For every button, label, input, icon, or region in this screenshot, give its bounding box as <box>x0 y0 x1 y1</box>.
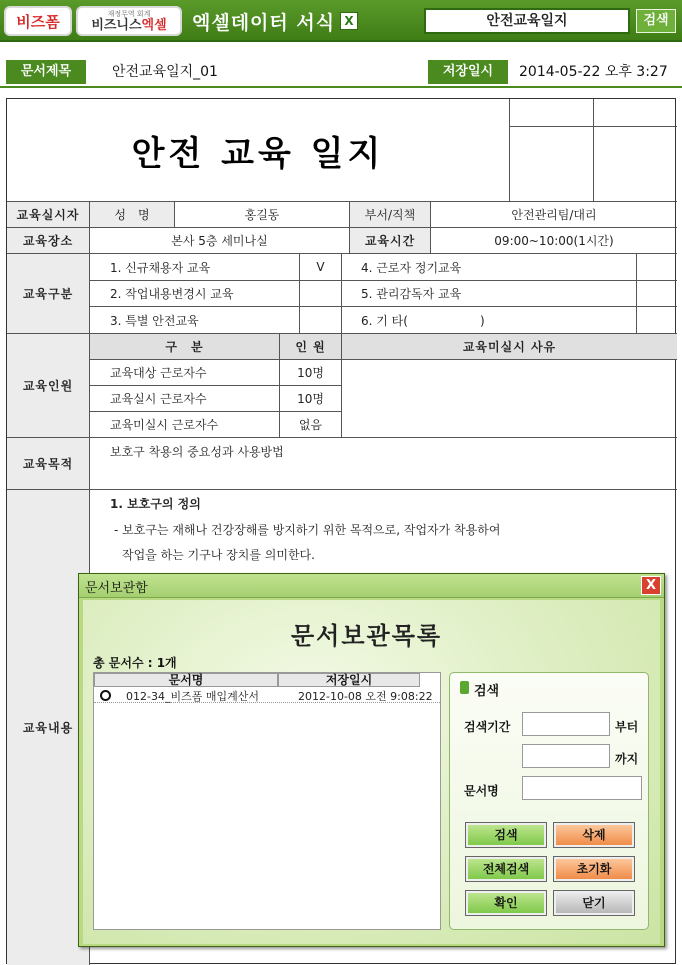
document-meta-bar <box>0 54 682 88</box>
people-row-category: 교육실시 근로자수 <box>110 392 207 406</box>
logo-word-b: 엑셀 <box>141 17 167 33</box>
dialog-heading: 문서보관목록 <box>291 622 443 650</box>
list-item-name: 012-34_비즈폼 매입계산서 <box>126 690 259 703</box>
time-value[interactable]: 09:00~10:00(1시간) <box>494 234 614 248</box>
people-row-category: 교육대상 근로자수 <box>110 366 207 380</box>
bizexcel-logo-text <box>91 18 166 33</box>
app-title: 엑셀데이터 서식 <box>192 12 336 34</box>
people-row-category: 교육미실시 근로자수 <box>110 418 219 432</box>
grid-line <box>509 99 510 201</box>
time-label: 교육시간 <box>350 228 430 253</box>
people-row-count[interactable]: 없음 <box>298 418 323 432</box>
search-button[interactable]: 검색 <box>636 9 676 33</box>
document-title: 안전 교육 일지 <box>131 133 385 174</box>
purpose-value[interactable]: 보호구 착용의 중요성과 사용방법 <box>110 444 284 459</box>
top-bar <box>0 0 682 42</box>
grid-line <box>636 253 637 333</box>
type-check-1[interactable]: V <box>316 260 325 274</box>
delete-button[interactable]: 삭제 <box>554 823 634 847</box>
search-input[interactable]: 안전교육일지 <box>424 8 630 34</box>
bizform-logo-text: 비즈폼 <box>16 12 60 31</box>
ok-button[interactable]: 확인 <box>466 891 546 915</box>
type-item-6: 6. 기 타( ) <box>361 313 485 328</box>
grid-line <box>7 489 677 490</box>
people-col-category: 구 분 <box>90 334 279 359</box>
people-row-count[interactable]: 10명 <box>297 366 324 380</box>
type-item-2: 2. 작업내용변경시 교육 <box>110 287 234 301</box>
people-col-count: 인 원 <box>280 334 341 359</box>
close-button[interactable]: 닫기 <box>554 891 634 915</box>
dept-label: 부서/직책 <box>350 202 430 227</box>
people-label: 교육인원 <box>7 334 89 437</box>
reset-button[interactable]: 초기화 <box>554 857 634 881</box>
search-panel-icon <box>460 681 469 694</box>
period-from-input[interactable] <box>522 712 610 736</box>
search-panel <box>449 672 649 930</box>
place-value[interactable]: 본사 5층 세미나실 <box>171 234 268 248</box>
purpose-label: 교육목적 <box>7 438 89 489</box>
dialog-body <box>83 600 660 944</box>
excel-icon: X <box>340 12 358 30</box>
close-icon[interactable]: X <box>641 576 661 595</box>
document-archive-dialog <box>78 573 665 947</box>
executor-name[interactable]: 홍길동 <box>244 208 280 222</box>
dialog-search-button[interactable]: 검색 <box>466 823 546 847</box>
executor-label: 교육실시자 <box>7 202 89 227</box>
from-suffix: 부터 <box>615 720 639 734</box>
people-row-count[interactable]: 10명 <box>297 392 324 406</box>
bizexcel-logo[interactable] <box>76 6 182 36</box>
search-panel-title: 검색 <box>474 684 500 699</box>
doc-name-input[interactable] <box>522 776 642 800</box>
period-label: 검색기간 <box>464 720 511 734</box>
doc-title-value: 안전교육일지_01 <box>112 64 218 80</box>
doc-title-label: 문서제목 <box>6 60 86 84</box>
grid-line <box>509 126 677 127</box>
content-heading: 1. 보호구의 정의 <box>110 496 201 511</box>
place-label: 교육장소 <box>7 228 89 253</box>
saved-value: 2014-05-22 오후 3:27 <box>519 64 668 80</box>
period-to-input[interactable] <box>522 744 610 768</box>
people-col-reason: 교육미실시 사유 <box>342 334 677 359</box>
type-item-1: 1. 신규채용자 교육 <box>110 260 211 275</box>
type-label: 교육구분 <box>7 254 89 333</box>
bizform-logo[interactable] <box>4 6 72 36</box>
logo-tagline: 재정무역 회계 <box>107 9 151 18</box>
search-all-button[interactable]: 전체검색 <box>466 857 546 881</box>
type-item-3: 3. 특별 안전교육 <box>110 313 199 328</box>
grid-line <box>593 99 594 201</box>
document-count: 총 문서수 : 1개 <box>93 656 177 670</box>
type-item-4: 4. 근로자 정기교육 <box>361 260 462 275</box>
logo-word-a: 비즈니스 <box>91 17 142 33</box>
radio-button[interactable] <box>100 690 111 701</box>
document-list[interactable] <box>93 672 441 930</box>
dept-value[interactable]: 안전관리팀/대리 <box>511 208 597 222</box>
name-sub-label: 성 명 <box>90 202 174 227</box>
doc-name-label: 문서명 <box>464 784 499 798</box>
dialog-title-bar[interactable] <box>79 574 664 598</box>
to-suffix: 까지 <box>615 752 639 766</box>
content-line-1: - 보호구는 재해나 건강장해를 방지하기 위한 목적으로, 작업자가 착용하여 <box>114 522 501 537</box>
list-col-saved[interactable]: 저장일시 <box>278 673 420 687</box>
list-item[interactable] <box>94 687 440 703</box>
saved-label: 저장일시 <box>428 60 508 84</box>
type-item-5: 5. 관리감독자 교육 <box>361 287 462 301</box>
grid-line <box>341 253 342 333</box>
content-label: 교육내용 <box>7 490 89 965</box>
list-item-saved: 2012-10-08 오전 9:08:22 <box>298 690 433 703</box>
list-col-name[interactable]: 문서명 <box>94 673 278 687</box>
content-line-2: 작업을 하는 기구나 장치를 의미한다. <box>122 547 315 562</box>
dialog-title: 문서보관함 <box>85 581 148 596</box>
